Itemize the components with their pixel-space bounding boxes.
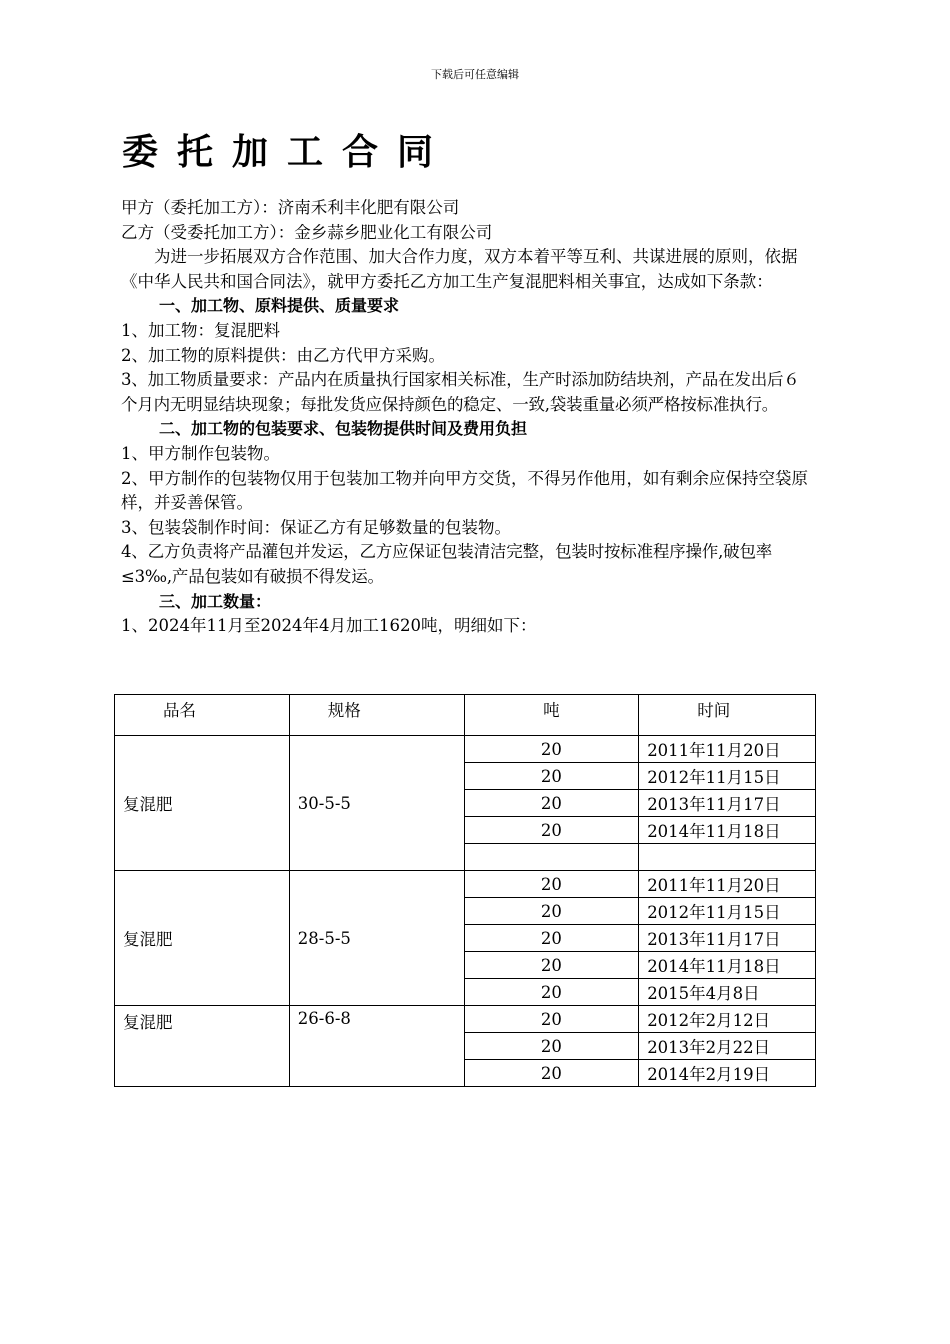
date-cell: 2011年11月20日 — [639, 736, 816, 763]
section-2-item: 2、甲方制作的包装物仅用于包装加工物并向甲方交货，不得另作他用，如有剩余应保持空袋原样，并妥善保管。 — [121, 468, 808, 513]
header-product: 品名 — [115, 695, 290, 736]
section-1-item: 2、加工物的原料提供：由乙方代甲方采购。 — [121, 345, 445, 365]
tons-cell: 20 — [464, 817, 639, 844]
section-1-heading: 一、加工物、原料提供、质量要求 — [159, 296, 400, 316]
header-spec: 规格 — [289, 695, 464, 736]
date-cell: 2012年2月12日 — [639, 1006, 816, 1033]
party-a: 甲方（委托加工方）：济南禾利丰化肥有限公司 — [121, 198, 460, 217]
date-cell — [639, 844, 816, 871]
header-note: 下载后可任意编辑 — [431, 68, 519, 81]
tons-cell: 20 — [464, 790, 639, 817]
spec-cell: 26-6-8 — [289, 1006, 464, 1087]
contract-body — [121, 196, 811, 639]
tons-cell: 20 — [464, 898, 639, 925]
header-tons: 吨 — [464, 695, 639, 736]
table-header-row — [115, 695, 816, 736]
date-cell: 2013年11月17日 — [639, 925, 816, 952]
intro-paragraph: 为进一步拓展双方合作范围、加大合作力度，双方本着平等互利、共谋进展的原则，依据《中华人民共和国合同法》，就甲方委托乙方加工生产复混肥料相关事宜，达成如下条款： — [121, 247, 798, 291]
tons-cell: 20 — [464, 736, 639, 763]
section-1-item: 3、加工物质量要求：产品内在质量执行国家相关标准，生产时添加防结块剂，产品在发出后６个月内无明显结块现象；每批发货应保持颜色的稳定、一致,袋装重量必须严格按标准执行。 — [121, 370, 800, 414]
table-row — [115, 871, 816, 898]
contract-title: 委托加工合同 — [122, 132, 453, 173]
spec-cell: 28-5-5 — [289, 871, 464, 1006]
party-b: 乙方（受委托加工方）：金乡蒜乡肥业化工有限公司 — [121, 222, 493, 242]
date-cell: 2013年11月17日 — [639, 790, 816, 817]
date-cell: 2012年11月15日 — [639, 763, 816, 790]
tons-cell: 20 — [464, 1060, 639, 1087]
tons-cell: 20 — [464, 979, 639, 1006]
section-3-heading: 三、加工数量： — [159, 591, 272, 611]
section-1-item: 1、加工物：复混肥料 — [121, 320, 280, 340]
date-cell: 2013年2月22日 — [639, 1033, 816, 1060]
product-cell: 复混肥 — [115, 736, 290, 871]
section-2-item: 3、包装袋制作时间：保证乙方有足够数量的包装物。 — [121, 517, 511, 537]
tons-cell: 20 — [464, 925, 639, 952]
processing-detail-table — [114, 694, 816, 1087]
date-cell: 2014年2月19日 — [639, 1060, 816, 1087]
section-2-heading: 二、加工物的包装要求、包装物提供时间及费用负担 — [159, 419, 528, 439]
section-2-item: 1、甲方制作包装物。 — [121, 443, 280, 463]
date-cell: 2015年4月8日 — [639, 979, 816, 1006]
product-cell: 复混肥 — [115, 871, 290, 1006]
tons-cell: 20 — [464, 1033, 639, 1060]
section-3-item: 1、2024年11月至2024年4月加工1620吨，明细如下： — [121, 616, 537, 636]
date-cell: 2011年11月20日 — [639, 871, 816, 898]
tons-cell: 20 — [464, 952, 639, 979]
spec-cell: 30-5-5 — [289, 736, 464, 871]
date-cell: 2014年11月18日 — [639, 952, 816, 979]
section-2-item: 4、乙方负责将产品灌包并发运，乙方应保证包装清洁完整，包装时按标准程序操作,破包率≤3‰,产品包装如有破损不得发运。 — [121, 542, 773, 586]
table-row — [115, 1006, 816, 1033]
header-time: 时间 — [639, 695, 816, 736]
date-cell: 2014年11月18日 — [639, 817, 816, 844]
table-row — [115, 736, 816, 763]
tons-cell — [464, 844, 639, 871]
tons-cell: 20 — [464, 763, 639, 790]
date-cell: 2012年11月15日 — [639, 898, 816, 925]
product-cell: 复混肥 — [115, 1006, 290, 1087]
tons-cell: 20 — [464, 1006, 639, 1033]
tons-cell: 20 — [464, 871, 639, 898]
